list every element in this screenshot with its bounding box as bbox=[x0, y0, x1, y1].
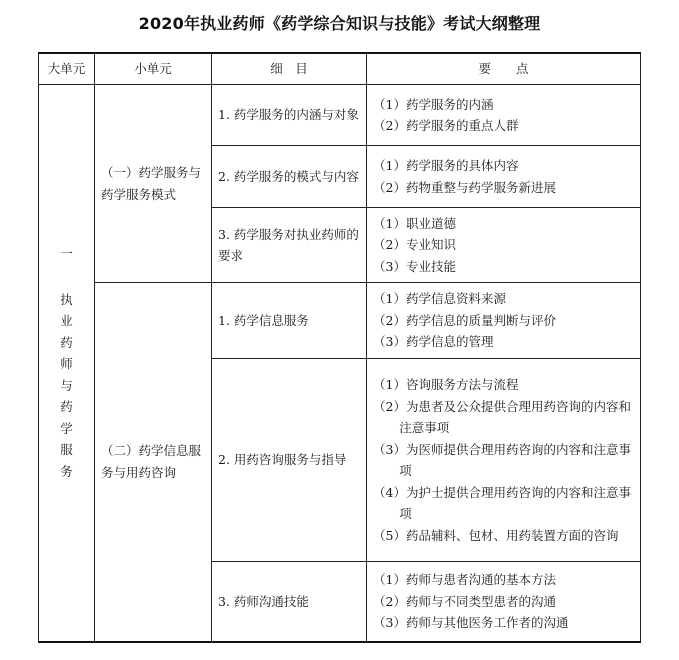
header-small-unit: 小单元 bbox=[95, 53, 212, 85]
detail-cell: 3. 药师沟通技能 bbox=[212, 562, 367, 642]
points-cell bbox=[367, 283, 641, 359]
point-item: （2）药学服务的重点人群 bbox=[373, 118, 519, 133]
points-cell bbox=[367, 562, 641, 642]
big-unit-number: 一 bbox=[60, 246, 73, 262]
table-row bbox=[39, 85, 641, 146]
point-item: （2）药学信息的质量判断与评价 bbox=[373, 312, 556, 328]
point-item: （2）药师与不同类型患者的沟通 bbox=[373, 593, 556, 609]
point-item: （1）药学信息资料来源 bbox=[373, 291, 506, 307]
table-header-row bbox=[39, 53, 641, 85]
point-item: （2）药物重整与药学服务新进展 bbox=[373, 179, 556, 195]
point-item: （2）为患者及公众提供合理用药咨询的内容和注意事项 bbox=[373, 398, 631, 435]
points-cell bbox=[367, 359, 641, 562]
point-item: （3）药师与其他医务工作者的沟通 bbox=[373, 615, 569, 630]
point-item: （3）药学信息的管理 bbox=[373, 334, 494, 350]
big-unit-name: 执业药师与药学服务 bbox=[60, 291, 73, 479]
small-unit-cell: （二）药学信息服务与用药咨询 bbox=[95, 283, 212, 642]
header-detail: 细 目 bbox=[212, 53, 367, 85]
big-unit-cell bbox=[39, 85, 95, 642]
page-title: 2020年执业药师《药学综合知识与技能》考试大纲整理 bbox=[138, 14, 541, 33]
point-item: （4）为护士提供合理用药咨询的内容和注意事项 bbox=[373, 484, 631, 521]
header-big-unit: 大单元 bbox=[39, 53, 95, 85]
point-item: （2）专业知识 bbox=[373, 237, 456, 253]
points-cell bbox=[367, 208, 641, 283]
table-row bbox=[39, 283, 641, 359]
point-item: （1）药师与患者沟通的基本方法 bbox=[373, 572, 556, 587]
point-item: （3）专业技能 bbox=[373, 258, 456, 274]
detail-cell: 3. 药学服务对执业药师的要求 bbox=[212, 208, 367, 283]
point-item: （1）药学服务的内涵 bbox=[373, 96, 494, 112]
points-cell bbox=[367, 146, 641, 208]
detail-cell: 2. 药学服务的模式与内容 bbox=[212, 146, 367, 208]
point-item: （3）为医师提供合理用药咨询的内容和注意事项 bbox=[373, 441, 631, 478]
point-item: （5）药品辅料、包材、用药装置方面的咨询 bbox=[373, 527, 619, 543]
points-cell bbox=[367, 85, 641, 146]
point-item: （1）咨询服务方法与流程 bbox=[373, 377, 519, 392]
point-item: （1）药学服务的具体内容 bbox=[373, 158, 519, 173]
detail-cell: 2. 用药咨询服务与指导 bbox=[212, 359, 367, 562]
syllabus-table bbox=[38, 52, 641, 643]
small-unit-cell: （一）药学服务与药学服务模式 bbox=[95, 85, 212, 283]
detail-cell: 1. 药学服务的内涵与对象 bbox=[212, 85, 367, 146]
point-item: （1）职业道德 bbox=[373, 215, 456, 231]
detail-cell: 1. 药学信息服务 bbox=[212, 283, 367, 359]
header-points: 要 点 bbox=[367, 53, 641, 85]
